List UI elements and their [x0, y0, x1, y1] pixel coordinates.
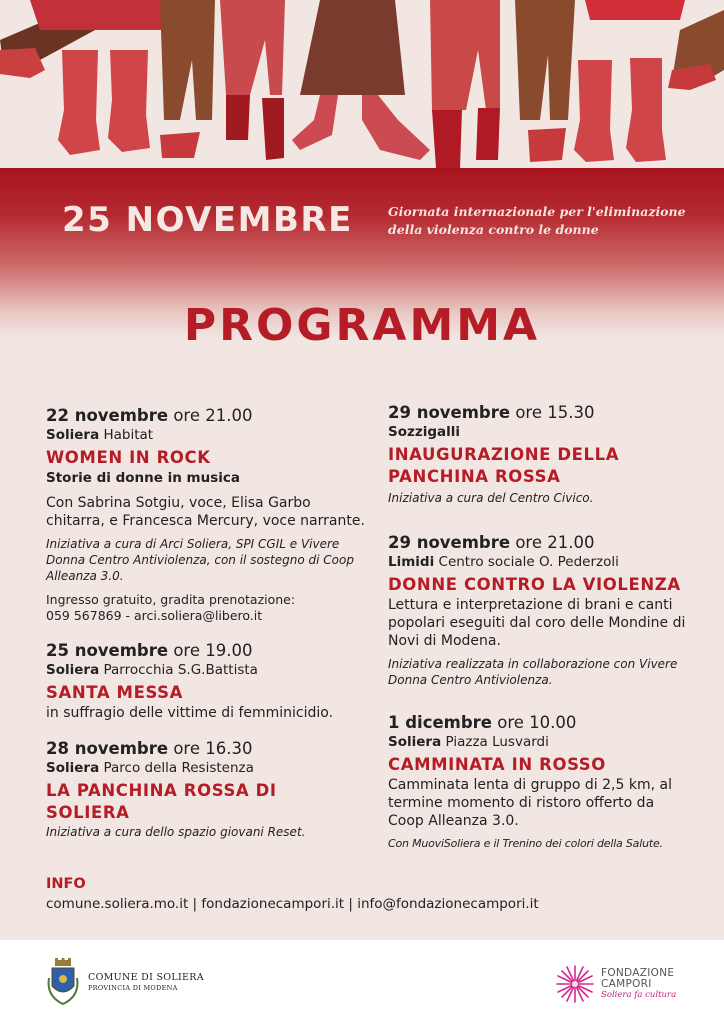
- event-datetime: [46, 738, 366, 759]
- fondazione-name-2: CAMPORI: [601, 977, 652, 990]
- subtitle-line-1: Giornata internazionale per l'eliminazione: [388, 204, 686, 219]
- event-santa-messa: [46, 640, 366, 722]
- event-title: CAMMINATA IN ROSSO: [388, 755, 606, 774]
- event-datetime: [388, 712, 688, 733]
- event-title: LA PANCHINA ROSSA DI SOLIERA: [46, 781, 277, 822]
- comune-name: COMUNE DI SOLIERA: [88, 972, 204, 983]
- event-location: [388, 423, 688, 442]
- event-town: Soliera: [46, 662, 100, 678]
- comune-text: [88, 972, 204, 994]
- booking-line-1: Ingresso gratuito, gradita prenotazione:: [46, 592, 296, 607]
- event-description: Con Sabrina Sotgiu, voce, Elisa Garbo chitarra, e Francesca Mercury, voce narrante.: [46, 495, 365, 529]
- event-title: DONNE CONTRO LA VIOLENZA: [388, 575, 681, 594]
- event-date: 1 dicembre: [388, 713, 492, 732]
- event-title-line-2: PANCHINA ROSSA: [388, 467, 561, 486]
- subtitle-line-2: della violenza contro le donne: [388, 222, 599, 237]
- event-description: in suffragio delle vittime di femminicidio.: [46, 705, 334, 721]
- event-datetime: [388, 402, 688, 423]
- event-date: 25 novembre: [46, 641, 169, 660]
- event-note: Iniziativa a cura del Centro Civico.: [388, 491, 594, 505]
- event-subtitle-text: Storie di donne in musica: [46, 470, 240, 486]
- fondazione-tagline: Soliera fa cultura: [601, 989, 677, 1000]
- header-illustration: [0, 0, 724, 172]
- event-time: ore 21.00: [515, 533, 595, 552]
- event-town: Soliera: [46, 427, 100, 443]
- event-venue: Piazza Lusvardi: [445, 734, 549, 750]
- event-venue: Centro sociale O. Pederzoli: [438, 554, 619, 570]
- event-location: [388, 553, 688, 572]
- comune-province: PROVINCIA DI MODENA: [88, 984, 178, 992]
- event-time: ore 19.00: [173, 641, 253, 660]
- left-column: [46, 405, 366, 856]
- event-venue: Habitat: [103, 427, 154, 443]
- event-time: ore 10.00: [497, 713, 577, 732]
- footer: [0, 940, 724, 1024]
- event-note: Iniziativa a cura di Arci Soliera, SPI CGIL e Vivere Donna Centro Antiviolenza, con il sostegno di Coop Alleanza 3.0.: [46, 537, 354, 583]
- event-location: [46, 661, 366, 680]
- legs-illustration: [0, 0, 724, 172]
- event-title: WOMEN IN ROCK: [46, 448, 211, 467]
- fondazione-name-1: FONDAZIONE: [601, 966, 675, 979]
- event-town: Sozzigalli: [388, 424, 460, 440]
- event-title: [388, 444, 688, 488]
- event-date: 29 novembre: [388, 403, 511, 422]
- event-town: Limidi: [388, 554, 435, 570]
- event-location: [46, 426, 366, 445]
- event-date: 22 novembre: [46, 406, 169, 425]
- info-section: [46, 874, 686, 914]
- event-time: ore 21.00: [173, 406, 253, 425]
- right-column: [388, 402, 688, 867]
- event-booking-info: [46, 592, 366, 624]
- event-note: Con MuoviSoliera e il Trenino dei colori della Salute.: [388, 837, 663, 850]
- info-links[interactable]: comune.soliera.mo.it | fondazionecampori.it | info@fondazionecampori.it: [46, 896, 539, 912]
- fondazione-text: [601, 968, 676, 1001]
- event-note: Iniziativa a cura dello spazio giovani Reset.: [46, 825, 306, 839]
- programma-heading: PROGRAMMA: [183, 300, 541, 351]
- fondazione-logo: [555, 964, 676, 1004]
- event-time: ore 16.30: [173, 739, 253, 758]
- starburst-icon: [555, 964, 595, 1004]
- event-description: Lettura e interpretazione di brani e canti popolari eseguiti dal coro delle Mondine di Novi di Modena.: [388, 597, 686, 649]
- event-subtitle: [388, 203, 698, 239]
- event-venue: Parco della Resistenza: [103, 760, 254, 776]
- event-datetime: [388, 532, 688, 553]
- booking-line-2: 059 567869 - arci.soliera@libero.it: [46, 608, 263, 623]
- event-date-title: 25 NOVEMBRE: [62, 200, 353, 240]
- coat-of-arms-icon: [46, 958, 80, 1008]
- event-time: ore 15.30: [515, 403, 595, 422]
- event-note: Iniziativa realizzata in collaborazione con Vivere Donna Centro Antiviolenza.: [388, 657, 678, 687]
- event-donne-contro-la-violenza: [388, 532, 688, 688]
- event-date: 28 novembre: [46, 739, 169, 758]
- event-town: Soliera: [388, 734, 442, 750]
- event-camminata-in-rosso: [388, 712, 688, 851]
- event-location: [46, 759, 366, 778]
- event-inaugurazione-panchina: [388, 402, 688, 506]
- event-date: 29 novembre: [388, 533, 511, 552]
- comune-logo: [46, 958, 204, 1008]
- event-datetime: [46, 640, 366, 661]
- event-location: [388, 733, 688, 752]
- event-venue: Parrocchia S.G.Battista: [103, 662, 258, 678]
- event-title-line-1: INAUGURAZIONE DELLA: [388, 445, 620, 464]
- event-women-in-rock: [46, 405, 366, 624]
- event-panchina-rossa-soliera: [46, 738, 366, 840]
- info-label: INFO: [46, 876, 86, 892]
- event-description: Camminata lenta di gruppo di 2,5 km, al termine momento di ristoro offerto da Coop Alleanza 3.0.: [388, 777, 672, 829]
- event-town: Soliera: [46, 760, 100, 776]
- event-title: SANTA MESSA: [46, 683, 184, 702]
- event-datetime: [46, 405, 366, 426]
